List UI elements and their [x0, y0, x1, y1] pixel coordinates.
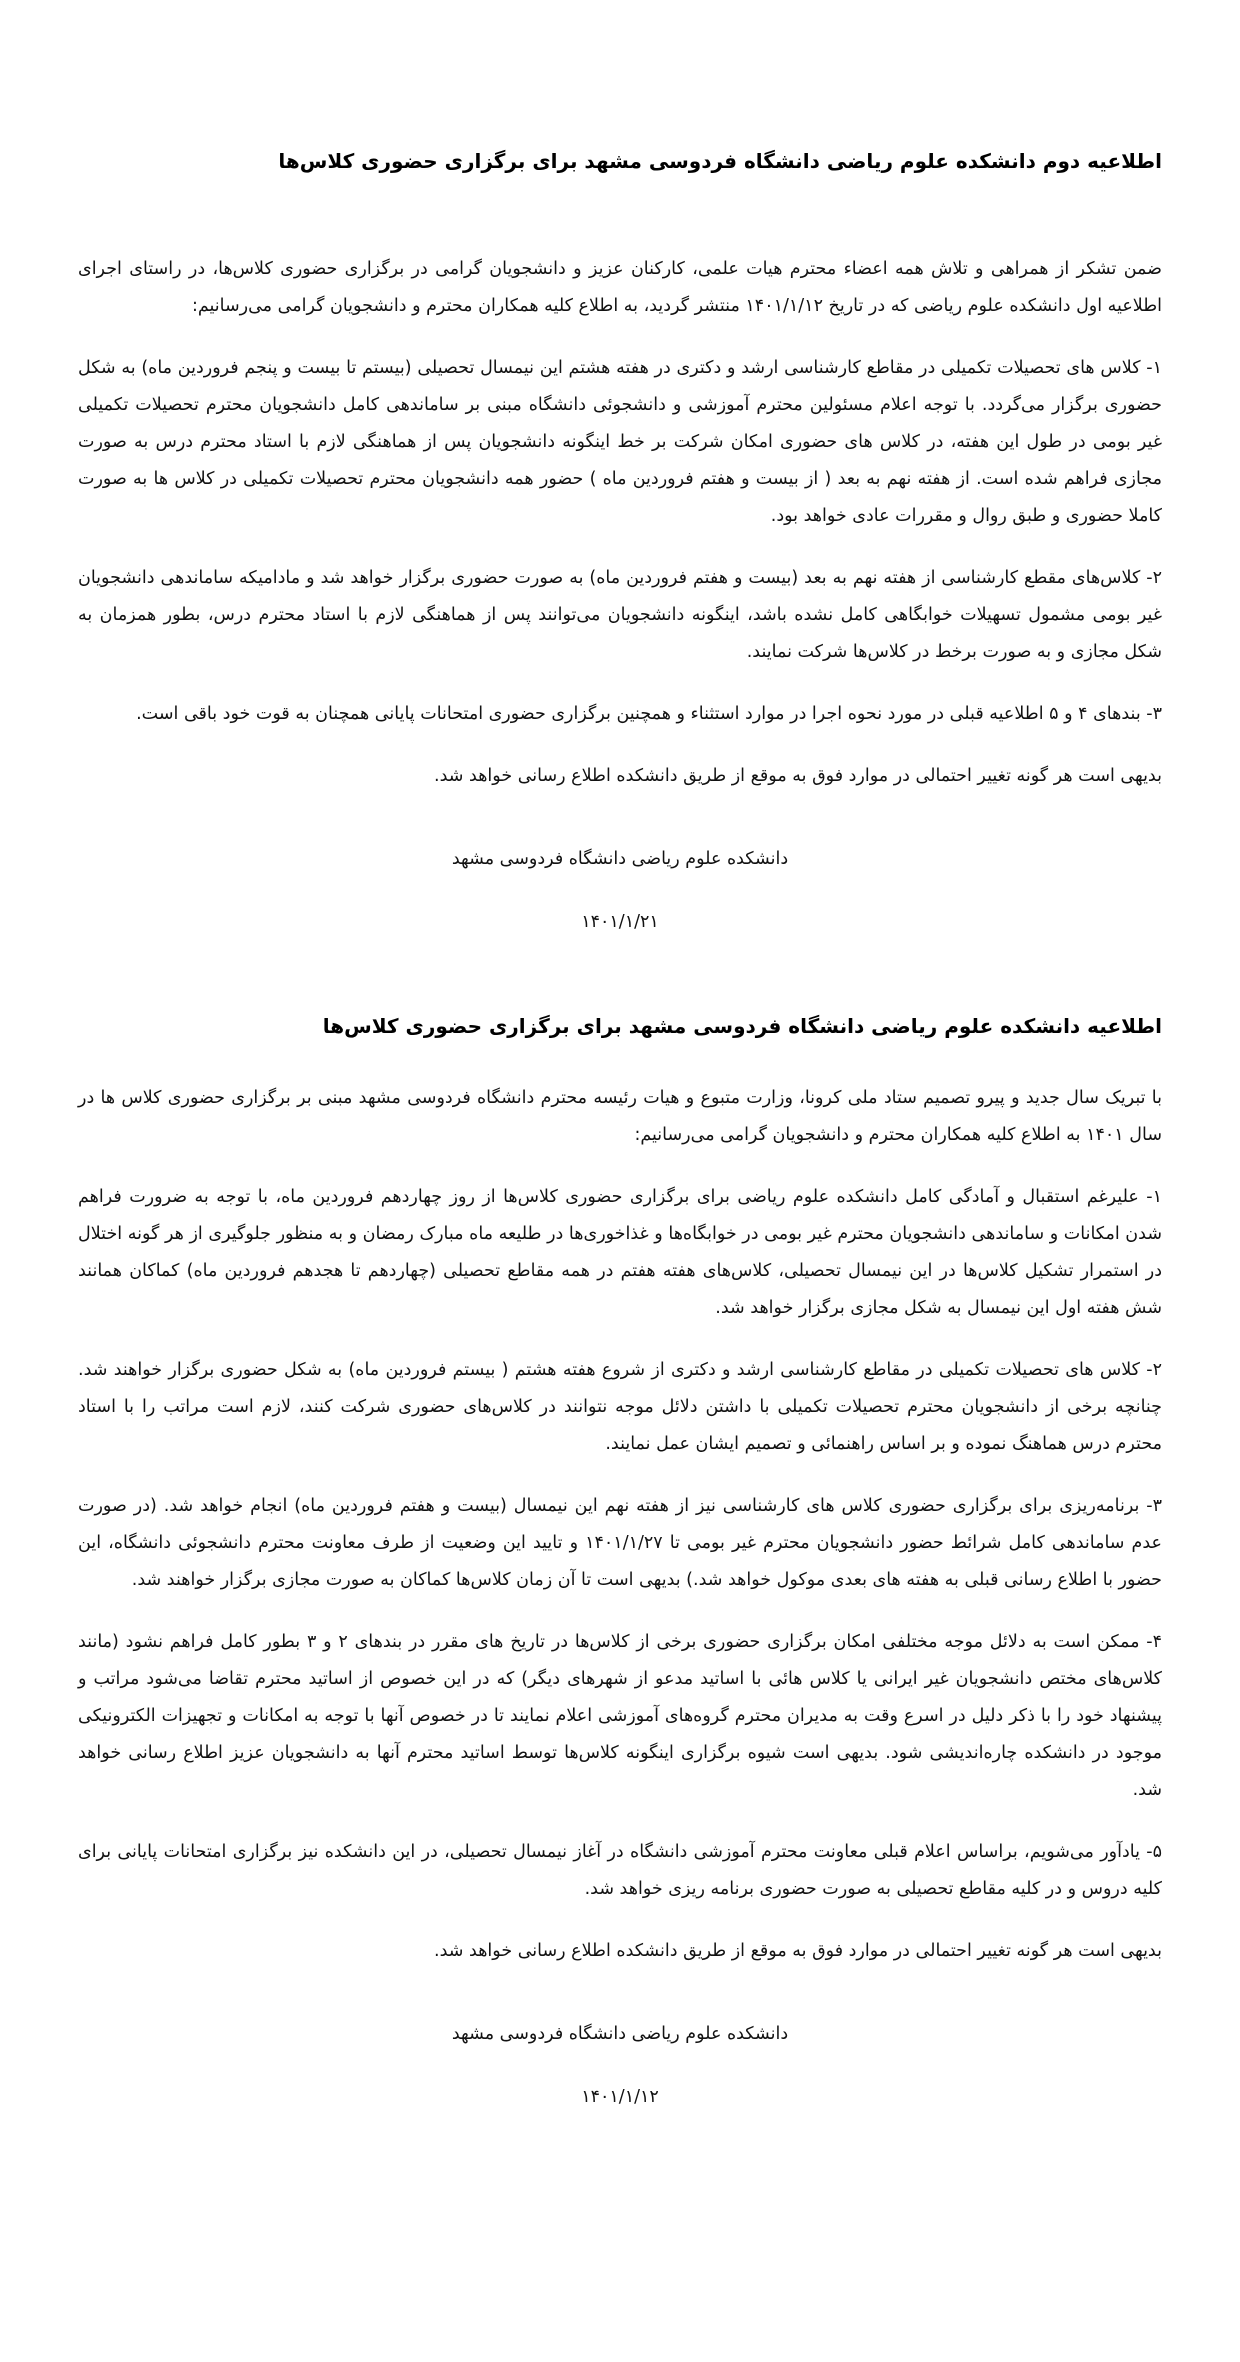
announcement-1-closing: بدیهی است هر گونه تغییر احتمالی در موارد فوق به موقع از طریق دانشکده اطلاع رسانی خواهد شد. — [434, 766, 1162, 786]
announcement-1-intro: ضمن تشکر از همراهی و تلاش همه اعضاء محترم هیات علمی، کارکنان عزیز و دانشجویان گرامی در برگزاری حضوری کلاس‌ها، در راستای اجرای اطلاعیه اول دانشکده علوم ریاضی که در تاریخ ۱۴۰۱/۱/۱۲ منتشر گردید، به اطلاع کلیه همکاران محترم و دانشجویان گرامی می‌رسانیم: — [78, 259, 1162, 316]
announcement-1-title: اطلاعیه دوم دانشکده علوم ریاضی دانشگاه فردوسی مشهد برای برگزاری حضوری کلاس‌ها — [278, 149, 1162, 173]
announcement-2-item-3: ۳- برنامه‌ریزی برای برگزاری حضوری کلاس های کارشناسی نیز از هفته نهم این نیمسال (بیست و هفتم فروردین ماه) انجام خواهد شد. (در صورت عدم ساماندهی کامل شرائط حضور دانشجویان محترم غیر بومی تا ۱۴۰۱/۱/۲۷ و تایید این وضعیت از طرف معاونت محترم دانشجوئی دانشگاه، این حضور با اطلاع رسانی قبلی به هفته های بعدی موکول خواهد شد.) بدیهی است تا آن زمان کلاس‌ها کماکان به صورت مجازی برگزار خواهند شد. — [78, 1496, 1163, 1590]
announcement-2-signature-block — [78, 2016, 1162, 2116]
announcement-1 — [78, 146, 1162, 941]
announcement-2-item-1: ۱- علیرغم استقبال و آمادگی کامل دانشکده علوم ریاضی برای برگزاری حضوری کلاس‌ها از روز چهاردهم فروردین ماه، با توجه به ضرورت فراهم شدن امکانات و ساماندهی دانشجویان محترم غیر بومی در خوابگاه‌ها و غذاخوری‌ها در طلیعه ماه مبارک رمضان و به منظور جلوگیری از هر گونه اختلال در استمرار تشکیل کلاس‌ها در این نیمسال تحصیلی، کلاس‌های هفته هفتم در همه مقاطع تحصیلی (چهاردهم تا هجدهم فروردین ماه) کماکان همانند شش هفته اول این نیمسال به شکل مجازی برگزار خواهد شد. — [78, 1187, 1162, 1318]
announcement-1-signature: دانشکده علوم ریاضی دانشگاه فردوسی مشهد — [451, 849, 789, 869]
announcement-1-item-2: ۲- کلاس‌های مقطع کارشناسی از هفته نهم به بعد (بیست و هفتم فروردین ماه) به صورت حضوری برگزار خواهد شد و مادامیکه ساماندهی دانشجویان غیر بومی مشمول تسهیلات خوابگاهی کامل نشده باشد، اینگونه دانشجویان می‌توانند پس از هماهنگی لازم با استاد محترم درس، بطور همزمان به شکل مجازی و به صورت برخط در کلاس‌ها شرکت نمایند. — [78, 568, 1162, 662]
announcement-2-item-4: ۴- ممکن است به دلائل موجه مختلفی امکان برگزاری حضوری برخی از کلاس‌ها در تاریخ های مقرر در بندهای ۲ و ۳ بطور کامل فراهم نشود (مانند کلاس‌های مختص دانشجویان غیر ایرانی یا کلاس هائی با اساتید مدعو از شهرهای دیگر) که در این خصوص از اساتید محترم تقاضا می‌شود مراتب و پیشنهاد خود را با ذکر دلیل در اسرع وقت به مدیران محترم گروه‌های آموزشی اعلام نمایند تا در خصوص آنها با توجه به امکانات و تجهیزات الکترونیکی موجود در دانشکده چاره‌اندیشی شود. بدیهی است شیوه برگزاری اینگونه کلاس‌ها توسط اساتید محترم آنها به دانشجویان عزیز اطلاع رسانی خواهد شد. — [78, 1632, 1162, 1800]
announcement-1-item-1: ۱- کلاس های تحصیلات تکمیلی در مقاطع کارشناسی ارشد و دکتری در هفته هشتم این نیمسال تحصیلی (بیستم تا بیست و پنجم فروردین ماه) به شکل حضوری برگزار می‌گردد. با توجه اعلام مسئولین محترم آموزشی و دانشجوئی دانشگاه مبنی بر ساماندهی کامل دانشجویان محترم تحصیلات تکمیلی غیر بومی در طول این هفته، در کلاس های حضوری امکان شرکت بر خط اینگونه دانشجویان پس از هماهنگی لازم با استاد محترم درس به صورت مجازی فراهم شده است. از هفته نهم به بعد ( از بیست و هفتم فروردین ماه ) حضور همه دانشجویان محترم تحصیلات تکمیلی در کلاس ها به صورت کاملا حضوری و طبق روال و مقررات عادی خواهد بود. — [78, 358, 1162, 526]
announcement-2-item-5: ۵- یادآور می‌شویم، براساس اعلام قبلی معاونت محترم آموزشی دانشگاه در آغاز نیمسال تحصیلی، در این دانشکده نیز برگزاری امتحانات پایانی برای کلیه دروس و در کلیه مقاطع تحصیلی به صورت حضوری برنامه ریزی خواهد شد. — [78, 1842, 1162, 1899]
announcement-2-title: اطلاعیه دانشکده علوم ریاضی دانشگاه فردوسی مشهد برای برگزاری حضوری کلاس‌ها — [322, 1014, 1162, 1038]
announcement-2-date: ۱۴۰۱/۱/۱۲ — [581, 2087, 659, 2107]
announcement-2-intro: با تبریک سال جدید و پیرو تصمیم ستاد ملی کرونا، وزارت متبوع و هیات رئیسه محترم دانشگاه فردوسی مشهد مبنی بر برگزاری حضوری کلاس ها در سال ۱۴۰۱ به اطلاع کلیه همکاران محترم و دانشجویان گرامی می‌رسانیم: — [78, 1088, 1162, 1145]
announcement-2-item-2: ۲- کلاس های تحصیلات تکمیلی در مقاطع کارشناسی ارشد و دکتری از شروع هفته هشتم ( بیستم فروردین ماه) به شکل حضوری برگزار خواهند شد. چنانچه برخی از دانشجویان محترم تحصیلات تکمیلی با داشتن دلائل موجه نتوانند در کلاس‌های حضوری شرکت کنند، لازم است مراتب را با استاد محترم درس هماهنگ نموده و بر اساس راهنمائی و تصمیم ایشان عمل نمایند. — [78, 1360, 1162, 1454]
announcement-1-signature-block — [78, 841, 1162, 941]
announcement-2-signature: دانشکده علوم ریاضی دانشگاه فردوسی مشهد — [451, 2024, 789, 2044]
announcement-2-closing: بدیهی است هر گونه تغییر احتمالی در موارد فوق به موقع از طریق دانشکده اطلاع رسانی خواهد شد. — [434, 1941, 1162, 1961]
announcement-2 — [78, 1011, 1162, 2116]
announcement-1-item-3: ۳- بندهای ۴ و ۵ اطلاعیه قبلی در مورد نحوه اجرا در موارد استثناء و همچنین برگزاری حضوری امتحانات پایانی همچنان به قوت خود باقی است. — [136, 704, 1162, 724]
announcement-1-date: ۱۴۰۱/۱/۲۱ — [581, 912, 659, 932]
